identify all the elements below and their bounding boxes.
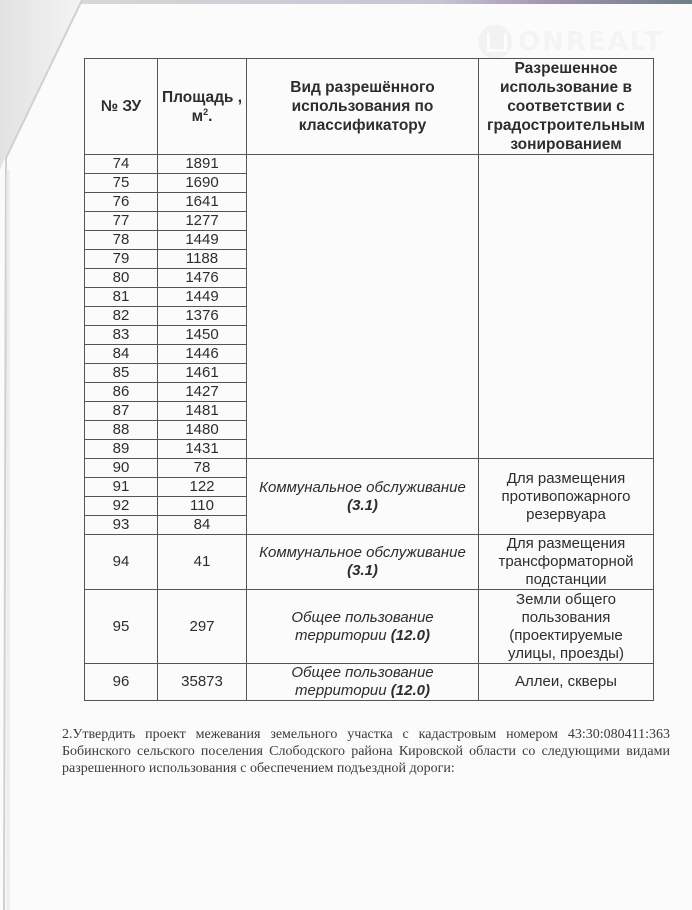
header-area <box>158 59 247 155</box>
table-row <box>85 590 654 664</box>
cell-area: 35873 <box>158 664 247 701</box>
cell-zoning-use: Земли общего пользования (проектируемые улицы, проезды) <box>479 590 654 664</box>
cell-classifier-use <box>247 535 479 590</box>
cell-classifier-use <box>247 590 479 664</box>
cell-zoning-use: Аллеи, скверы <box>479 664 654 701</box>
house-logo-icon <box>478 25 512 59</box>
classifier-code: (3.1) <box>347 562 378 579</box>
header-zoning-use: Разрешенное использование в соответствии с градостроительным зонированием <box>479 59 654 155</box>
cell-area: 1277 <box>158 212 247 231</box>
cell-plot-no: 92 <box>85 497 158 516</box>
cell-plot-no: 89 <box>85 440 158 459</box>
cell-area: 122 <box>158 478 247 497</box>
cell-area: 1450 <box>158 326 247 345</box>
cell-area: 1446 <box>158 345 247 364</box>
cell-area: 1641 <box>158 193 247 212</box>
cell-plot-no: 95 <box>85 590 158 664</box>
cell-plot-no: 79 <box>85 250 158 269</box>
cell-area: 1476 <box>158 269 247 288</box>
cell-area: 41 <box>158 535 247 590</box>
header-area-sup: 2 <box>203 106 209 117</box>
cell-area: 1449 <box>158 288 247 307</box>
cell-area: 297 <box>158 590 247 664</box>
cell-plot-no: 80 <box>85 269 158 288</box>
cell-area: 1188 <box>158 250 247 269</box>
cell-plot-no: 93 <box>85 516 158 535</box>
cell-plot-no: 77 <box>85 212 158 231</box>
cell-plot-no: 75 <box>85 174 158 193</box>
cell-area: 1376 <box>158 307 247 326</box>
table-row <box>85 459 654 478</box>
cell-area: 1481 <box>158 402 247 421</box>
header-area-suffix: . <box>208 107 213 125</box>
cell-plot-no: 74 <box>85 155 158 174</box>
cell-plot-no: 85 <box>85 364 158 383</box>
header-area-label: Площадь , м <box>161 88 243 125</box>
cell-area: 1461 <box>158 364 247 383</box>
cell-area: 78 <box>158 459 247 478</box>
cell-area: 110 <box>158 497 247 516</box>
cell-plot-no: 91 <box>85 478 158 497</box>
scan-top-edge <box>60 0 692 4</box>
table-row <box>85 664 654 701</box>
cell-zoning-use: Для размещения противопожарного резервуара <box>479 459 654 535</box>
classifier-text: Коммунальное обслуживание <box>259 544 466 561</box>
cell-zoning-use-empty <box>479 155 654 459</box>
cell-plot-no: 90 <box>85 459 158 478</box>
cell-area: 1480 <box>158 421 247 440</box>
header-classifier-use: Вид разрешённого использования по классификатору <box>247 59 479 155</box>
cell-classifier-use <box>247 664 479 701</box>
table-header-row <box>85 59 654 155</box>
cell-area: 1690 <box>158 174 247 193</box>
header-plot-no: № ЗУ <box>85 59 158 155</box>
cell-plot-no: 84 <box>85 345 158 364</box>
decision-paragraph: 2.Утвердить проект межевания земельного участка с кадастровым номером 43:30:080411:363 Бобинского сельского поселения Слободского района Кировской области со следующими видами разрешенного использования с обеспечением подъездной дороги: <box>62 727 670 776</box>
cell-zoning-use: Для размещения трансформаторной подстанции <box>479 535 654 590</box>
classifier-text: Общее пользование территории <box>291 664 434 699</box>
table-row <box>85 155 654 174</box>
classifier-code: (12.0) <box>390 626 430 644</box>
cell-plot-no: 88 <box>85 421 158 440</box>
cell-area: 84 <box>158 516 247 535</box>
classifier-text: Коммунальное обслуживание <box>259 478 466 496</box>
cell-area: 1427 <box>158 383 247 402</box>
classifier-code: (12.0) <box>390 682 430 699</box>
cell-plot-no: 81 <box>85 288 158 307</box>
cell-classifier-use <box>247 459 479 535</box>
classifier-text: Общее пользование территории <box>291 608 434 644</box>
cell-area: 1449 <box>158 231 247 250</box>
table-row <box>85 535 654 590</box>
land-plots-table <box>84 58 654 701</box>
cell-plot-no: 76 <box>85 193 158 212</box>
cell-plot-no: 82 <box>85 307 158 326</box>
cell-area: 1891 <box>158 155 247 174</box>
cell-plot-no: 78 <box>85 231 158 250</box>
cell-classifier-use-empty <box>247 155 479 459</box>
cell-plot-no: 83 <box>85 326 158 345</box>
cell-area: 1431 <box>158 440 247 459</box>
cell-plot-no: 96 <box>85 664 158 701</box>
cell-plot-no: 94 <box>85 535 158 590</box>
cell-plot-no: 87 <box>85 402 158 421</box>
classifier-code: (3.1) <box>347 496 378 514</box>
watermark-text: ONREALT <box>518 27 664 57</box>
cell-plot-no: 86 <box>85 383 158 402</box>
